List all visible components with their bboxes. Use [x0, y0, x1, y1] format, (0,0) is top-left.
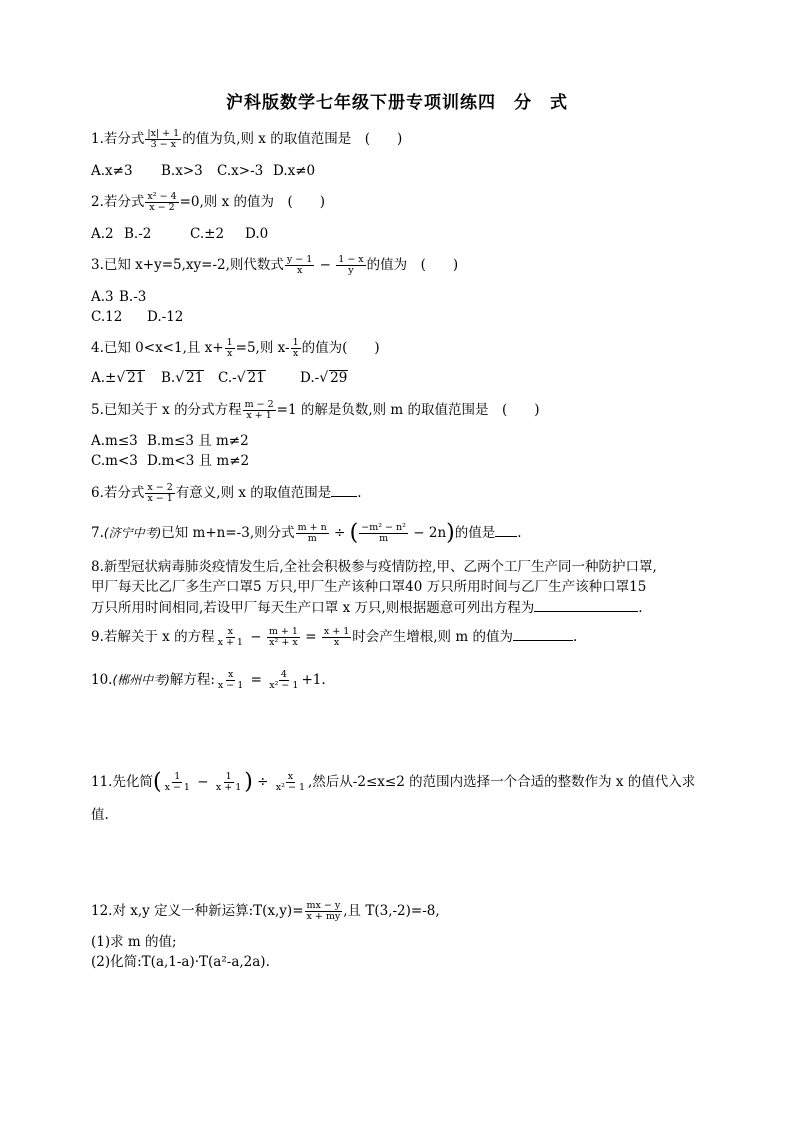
q10-fraction-1 [216, 670, 245, 691]
question-8-line-3 [91, 597, 643, 618]
q4-fraction-1 [225, 338, 235, 359]
q4-option-a-radicand: 21 [127, 370, 145, 386]
q2-frac-num: x² − 4 [147, 191, 177, 202]
sqrt-icon: √ [116, 370, 126, 386]
q6-suffix: 有意义,则 x 的取值范围是 [175, 485, 332, 501]
q1-frac-den: 3 − x [150, 139, 176, 150]
q5-prefix: 5.已知关于 x 的分式方程 [91, 402, 242, 418]
q11-minus: − [192, 774, 213, 790]
q3-option-d: D.-12 [147, 309, 184, 325]
q3-frac2-den: y [348, 265, 354, 276]
q4-option-c-label: C.- [218, 370, 237, 386]
page-title: 沪科版数学七年级下册专项训练四 分 式 [226, 93, 568, 113]
q7-tail: − 2n [408, 525, 447, 541]
q2-options [91, 224, 268, 244]
q3-suffix: 的值为 ( ) [366, 257, 459, 273]
q11-frac1-num: 1 [174, 771, 181, 782]
question-9 [91, 626, 577, 648]
right-paren-icon: ) [446, 520, 455, 546]
q9-frac2-num: m + 1 [268, 626, 298, 637]
q9-fraction-3 [322, 627, 351, 648]
q1-suffix: 的值为负,则 x 的取值范围是 ( ) [182, 131, 403, 147]
question-8-line-1: 8.新型冠状病毒肺炎疫情发生后,全社会积极参与疫情防控,甲、乙两个工厂生产同一种防护口罩, [91, 559, 657, 575]
q11-fraction-1 [163, 772, 192, 793]
q3-frac1-num: y − 1 [286, 254, 313, 265]
q4-option-d-radicand: 29 [330, 370, 348, 386]
q10-prefix: 10. [91, 672, 113, 688]
q2-option-d: D.0 [245, 226, 269, 242]
q3-option-b: B.-3 [119, 289, 147, 305]
q8-line-3-text: 万只所用时间相同,若设甲厂每天生产口罩 x 万只,则根据题意可列出方程为 [91, 600, 535, 616]
q5-option-c: C.m<3 [91, 453, 138, 469]
q9-prefix: 9.若解关于 x 的方程 [91, 629, 215, 645]
q4-suffix: 的值为( ) [301, 340, 380, 356]
q3-fraction-2 [336, 255, 365, 276]
q4-options [91, 368, 348, 388]
q4-option-b-radicand: 21 [186, 370, 204, 386]
q8-answer-blank[interactable] [534, 597, 638, 612]
q4-mid: =5,则 x- [235, 340, 290, 356]
q1-option-d: D.x≠0 [273, 163, 316, 179]
q4-option-a-label: A.± [91, 370, 117, 386]
q6-frac-num: x − 2 [147, 482, 173, 493]
q6-frac-den: x − 1 [147, 493, 173, 504]
q5-options-row-2 [91, 451, 249, 471]
q6-answer-blank[interactable] [331, 482, 357, 497]
q11-frac3-num: x [287, 771, 294, 782]
sqrt-icon: √ [319, 370, 329, 386]
question-4 [91, 338, 380, 359]
q7-prefix: 7. [91, 525, 104, 541]
q10-mid: 解方程: [169, 672, 215, 688]
q1-fraction [145, 129, 181, 150]
q9-frac1-den: x + 1 [217, 637, 243, 648]
q7-suffix: 的值是 [454, 525, 496, 541]
q10-eq: = [246, 672, 267, 688]
question-3 [91, 255, 458, 276]
q10-frac1-num: x [227, 669, 234, 680]
q10-suffix: +1. [301, 672, 326, 688]
question-10 [91, 670, 326, 691]
q11-frac3-den: x² − 1 [275, 782, 306, 793]
q10-frac1-den: x − 1 [217, 680, 244, 691]
q7-frac1-den: m [307, 533, 317, 544]
question-11-line-2: 值. [91, 807, 109, 823]
q4-frac2-den: x [292, 348, 299, 359]
q9-frac2-den: x² + x [269, 637, 298, 648]
question-1 [91, 129, 402, 150]
q4-fraction-2 [291, 338, 301, 359]
q2-option-a: A.2 [91, 226, 114, 242]
q7-end: . [517, 525, 522, 541]
question-6 [91, 482, 362, 504]
q12-frac-num: mx − y [306, 900, 341, 911]
q9-frac3-den: x [333, 637, 340, 648]
q3-options-row-2 [91, 307, 183, 327]
q7-source: (济宁中考) [103, 526, 162, 540]
q9-frac3-num: x + 1 [323, 626, 350, 637]
q10-frac2-num: 4 [280, 669, 287, 680]
q10-frac2-den: x² − 1 [269, 680, 299, 691]
q4-option-a [91, 368, 161, 388]
q7-frac1-num: m + n [297, 522, 327, 533]
q2-option-c: C.±2 [190, 226, 225, 242]
q9-fraction-1 [216, 627, 245, 648]
q11-div: ÷ [252, 774, 273, 790]
q9-eq: = [300, 629, 321, 645]
q11-fraction-3 [274, 772, 307, 793]
q5-suffix: =1 的解是负数,则 m 的取值范围是 ( ) [276, 402, 540, 418]
q2-frac-den: x − 2 [149, 202, 175, 213]
q9-minus: − [245, 629, 266, 645]
q4-prefix: 4.已知 0<x<1,且 x+ [91, 340, 224, 356]
q5-options-row-1 [91, 431, 249, 451]
q1-options [91, 161, 315, 181]
q6-prefix: 6.若分式 [91, 485, 145, 501]
q12-suffix: ,且 T(3,-2)=-8, [343, 903, 440, 919]
sqrt-icon: √ [236, 370, 246, 386]
q5-frac-den: x + 1 [246, 410, 272, 421]
q4-frac2-num: 1 [292, 337, 299, 348]
q3-minus: − [315, 257, 336, 273]
q10-source: (郴州中考) [112, 673, 170, 687]
question-8-line-2: 甲厂每天比乙厂多生产口罩5 万只,甲厂生产该种口罩40 万只所用时间与乙厂生产该种口罩15 [91, 579, 647, 595]
q7-fraction-1 [296, 523, 329, 544]
q12-prefix: 12.对 x,y 定义一种新运算:T(x,y)= [91, 903, 304, 919]
q1-option-c: C.x>-3 [217, 163, 264, 179]
right-paren-icon: ) [244, 769, 253, 795]
q1-frac-num: |x| + 1 [147, 128, 180, 139]
question-11 [91, 769, 696, 795]
q4-option-b [161, 368, 218, 388]
q8-end: . [638, 600, 643, 616]
q5-option-d: D.m<3 且 m≠2 [147, 453, 250, 469]
q7-answer-blank[interactable] [495, 522, 517, 537]
q6-end: . [357, 485, 362, 501]
q9-suffix: 时会产生增根,则 m 的值为 [352, 629, 513, 645]
q4-option-c [218, 368, 300, 388]
q9-fraction-2 [267, 627, 300, 648]
q3-prefix: 3.已知 x+y=5,xy=-2,则代数式 [91, 257, 284, 273]
question-5 [91, 400, 540, 421]
q5-fraction [243, 400, 276, 421]
q7-frac2-den: m [379, 533, 389, 544]
q11-frac1-den: x − 1 [164, 782, 190, 793]
q4-frac1-num: 1 [226, 337, 233, 348]
q10-fraction-2 [267, 670, 300, 691]
q7-mid: 已知 m+n=-3,则分式 [161, 525, 295, 541]
question-12 [91, 901, 440, 922]
q11-frac2-den: x + 1 [215, 782, 242, 793]
q12-frac-den: x + my [306, 911, 341, 922]
left-paren-icon: ( [349, 520, 359, 546]
q3-frac1-den: x [296, 265, 303, 276]
q4-option-c-radicand: 21 [247, 370, 265, 386]
q6-fraction [145, 483, 174, 504]
q2-suffix: =0,则 x 的值为 ( ) [179, 194, 326, 210]
q3-options-row-1 [91, 287, 146, 307]
q4-frac1-den: x [226, 348, 233, 359]
q11-prefix: 11.先化简 [91, 774, 153, 790]
q12-fraction [305, 901, 343, 922]
q2-option-b: B.-2 [124, 226, 152, 242]
q4-option-d [300, 368, 348, 388]
q11-suffix: ,然后从-2≤x≤2 的范围内选择一个合适的整数作为 x 的值代入求 [308, 774, 696, 790]
sqrt-icon: √ [175, 370, 185, 386]
q9-frac1-num: x [227, 626, 233, 637]
left-paren-icon: ( [152, 769, 162, 795]
q3-fraction-1 [285, 255, 314, 276]
q4-option-d-label: D.- [300, 370, 320, 386]
q5-option-b: B.m≤3 且 m≠2 [147, 433, 249, 449]
q3-option-a: A.3 [91, 289, 114, 305]
q2-fraction [145, 192, 178, 213]
q12-sub-2: (2)化简:T(a,1-a)·T(a²-a,2a). [91, 954, 270, 970]
q1-option-a: A.x≠3 [91, 163, 133, 179]
q5-option-a: A.m≤3 [91, 433, 138, 449]
question-2 [91, 192, 325, 213]
q9-answer-blank[interactable] [513, 626, 573, 641]
q11-frac2-num: 1 [225, 771, 232, 782]
q1-prefix: 1.若分式 [91, 131, 145, 147]
q2-prefix: 2.若分式 [91, 194, 145, 210]
q1-option-b: B.x>3 [161, 163, 203, 179]
q3-option-c: C.12 [91, 309, 123, 325]
q7-frac2-num: −m² − n² [361, 522, 406, 533]
q7-fraction-2 [359, 523, 408, 544]
q7-div: ÷ [329, 525, 350, 541]
q12-sub-1: (1)求 m 的值; [91, 934, 177, 950]
q4-option-b-label: B. [161, 370, 176, 386]
q5-frac-num: m − 2 [244, 399, 274, 410]
q9-end: . [572, 629, 578, 645]
q11-fraction-2 [214, 772, 243, 793]
q3-frac2-num: 1 − x [338, 254, 364, 265]
question-7 [91, 522, 522, 544]
